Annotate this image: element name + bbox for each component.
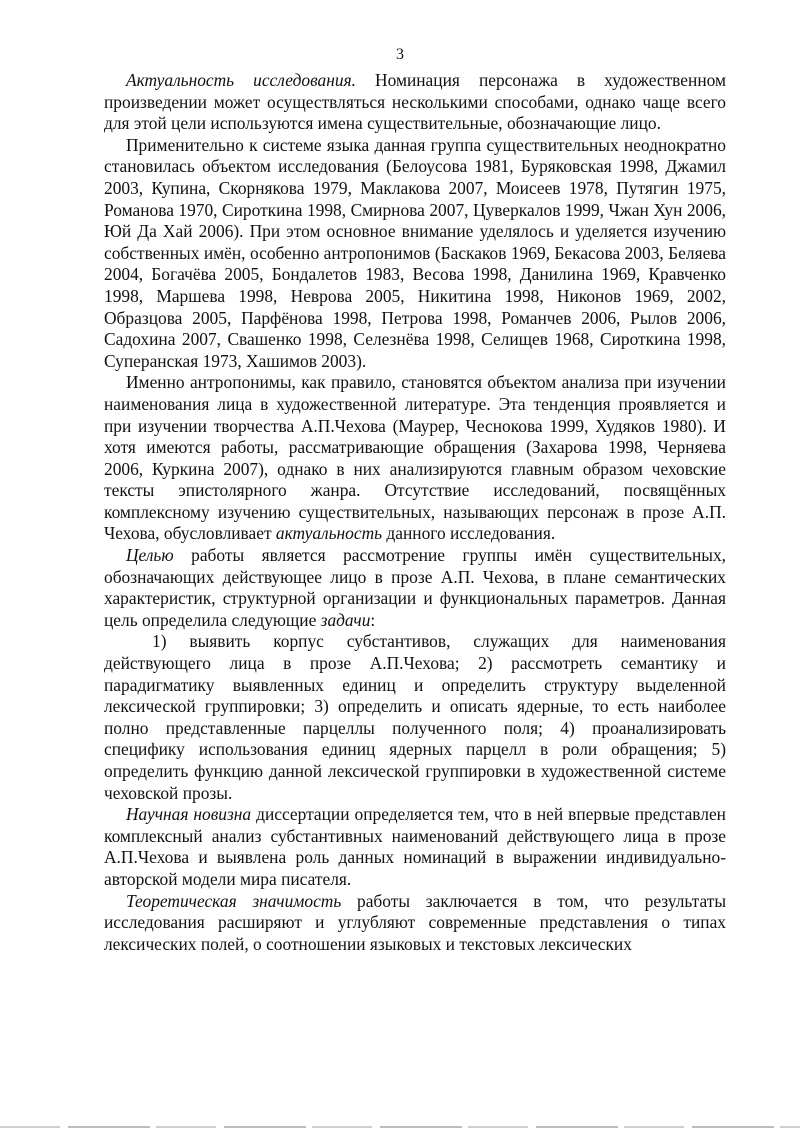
paragraph-novelty	[104, 804, 726, 890]
body-text	[104, 70, 726, 955]
paragraph-goal	[104, 545, 726, 631]
relevance-text: Номинация персонажа в художественном произведении может осуществляться несколькими способами, однако чаще всего для этой цели используются имена существительные, обозначающие лицо.	[104, 70, 726, 134]
scan-bottom-edge	[0, 1126, 800, 1128]
page-number: 3	[396, 46, 404, 63]
goal-text-before: работы является рассмотрение группы имён существительных, обозначающих действующее лицо в прозе А.П. Чехова, в плане семантических характеристик, структурной организации и функциональных параметров. Данная цель определила следующие	[104, 545, 726, 630]
anthroponyms-text-after: данного исследования.	[382, 523, 556, 544]
anthroponyms-italic-term: актуальность	[275, 523, 383, 544]
goal-text-after: :	[370, 609, 376, 630]
paragraph-anthroponyms	[104, 372, 726, 545]
tasks-text: 1) выявить корпус субстантивов, служащих для наименования действующего лица в прозе А.П.Чехова; 2) рассмотреть семантику и парадигматику выявленных единиц и определить структуру выделенной лексической группировки; 3) определить и описать ядерные, то есть наиболее полно представленные парцеллы полученного поля; 4) проанализировать специфику использования единиц ядерных парцелл в роли обращения; 5) определить функцию данной лексической группировки в художественной системе чеховской прозы.	[104, 631, 726, 803]
anthroponyms-text-before: Именно антропонимы, как правило, становятся объектом анализа при изучении наименования лица в художественной литературе. Эта тенденция проявляется и при изучении творчества А.П.Чехова (Маурер, Чеснокова 1999, Худяков 1980). И хотя имеются работы, рассматривающие обращения (Захарова 1998, Черняева 2006, Куркина 2007), однако в них анализируются главным образом чеховские тексты эпистолярного жанра. Отсутствие исследований, посвящённых комплексному изучению существительных, называющих персонаж в прозе А.П. Чехова, обусловливает	[104, 372, 726, 544]
literature-review-text: Применительно к системе языка данная группа существительных неоднократно становилась объектом исследования (Белоусова 1981, Буряковская 1998, Джамил 2003, Купина, Скорнякова 1979, Маклакова 2007, Моисеев 1978, Путягин 1975, Романова 1970, Сироткина 1998, Смирнова 2007, Цуверкалов 1999, Чжан Хун 2006, Юй Да Хай 2006). При этом основное внимание уделялось и уделяется изучению собственных имён, особенно антропонимов (Баскаков 1969, Бекасова 2003, Беляева 2004, Богачёва 2005, Бондалетов 1983, Весова 1998, Данилина 1969, Кравченко 1998, Маршева 1998, Неврова 2005, Никитина 1998, Никонов 1969, 2002, Образцова 2005, Парфёнова 1998, Петрова 1998, Романчев 2006, Рылов 2006, Садохина 2007, Свашенко 1998, Селезнёва 1998, Селищев 1968, Сироткина 1998, Суперанская 1973, Хашимов 2003).	[104, 134, 726, 371]
goal-italic-term: задачи	[320, 609, 371, 630]
theoretical-significance-text: работы заключается в том, что результаты исследования расширяют и углубляют современные представления о типах лексических полей, о соотношении языковых и текстовых лексических	[104, 890, 727, 954]
goal-heading: Целью	[126, 545, 174, 566]
paragraph-theoretical-significance	[104, 891, 726, 956]
novelty-heading: Научная новизна	[126, 804, 252, 825]
theoretical-significance-heading: Теоретическая значимость	[126, 890, 342, 911]
paragraph-tasks	[104, 631, 726, 804]
novelty-text: диссертации определяется тем, что в ней впервые представлен комплексный анализ субстантивных наименований действующего лица в прозе А.П.Чехова и выявлена роль данных номинаций в выражении индивидуально-авторской модели мира писателя.	[104, 804, 726, 889]
paragraph-literature-review	[104, 135, 726, 373]
relevance-heading: Актуальность исследования.	[126, 70, 356, 90]
paragraph-relevance	[104, 70, 726, 135]
